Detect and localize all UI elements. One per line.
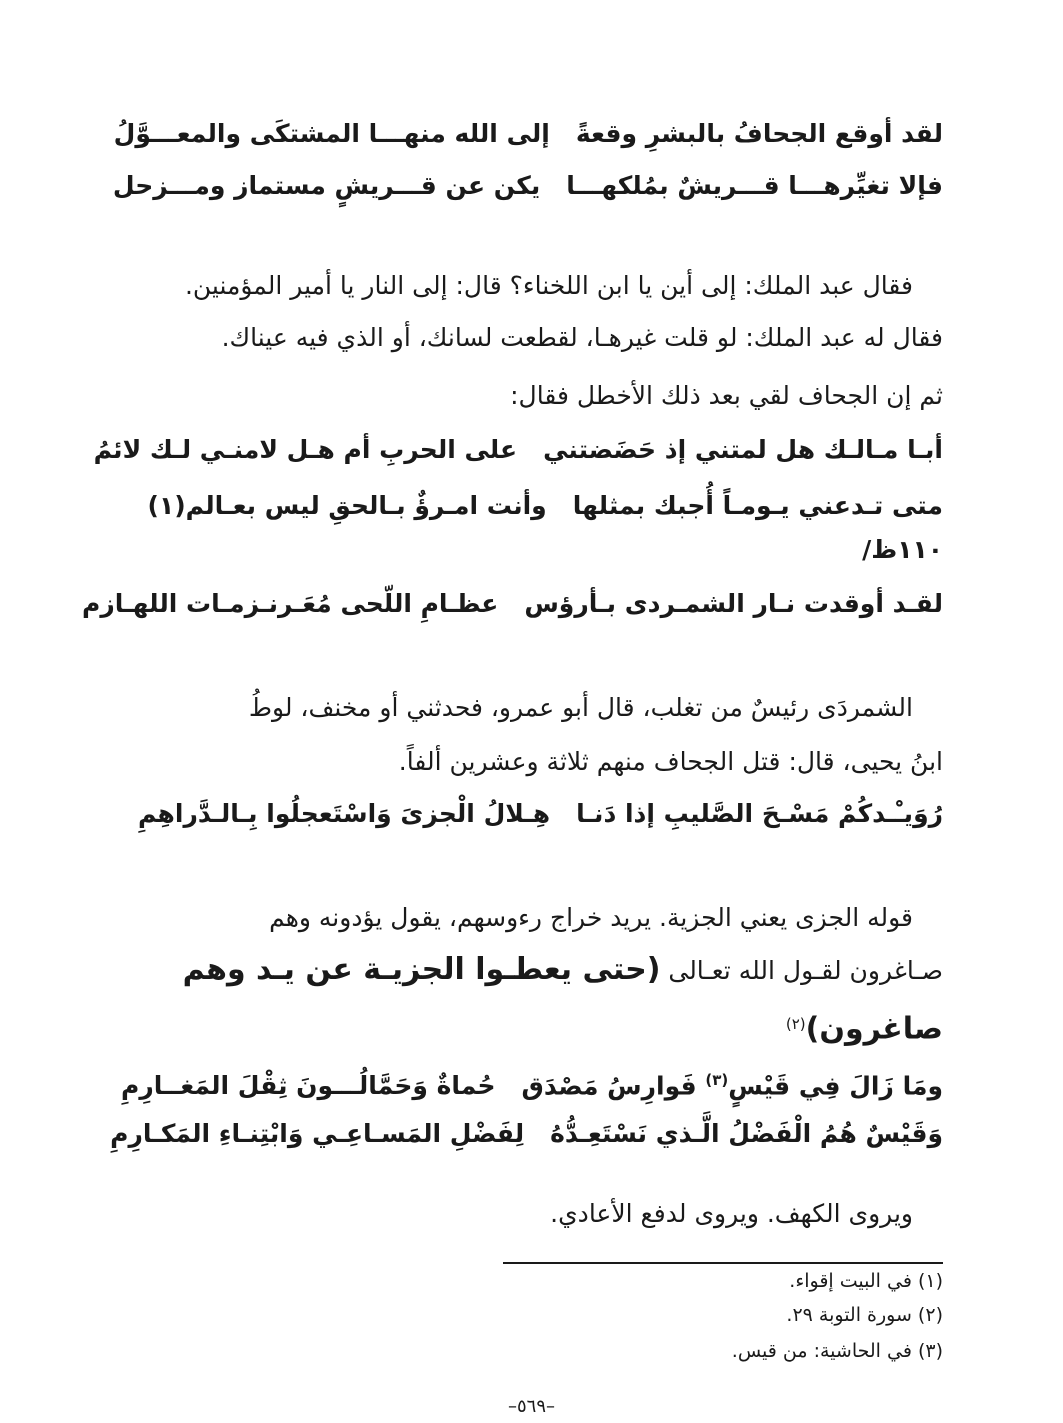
verse-first-hemistich: [522, 1060, 943, 1106]
prose-text: صـاغرون لقـول الله تعـالى: [660, 956, 943, 985]
verse-first-hemistich: لقـد أوقدت نـار الشمـردى بـأرؤس: [524, 589, 943, 618]
verse-line: [113, 114, 943, 154]
verse-line: [123, 486, 943, 526]
verse-first-hemistich: رُوَيـْـدكُمْ مَسْـحَ الصَّليبِ إذا دَنـا: [576, 799, 943, 828]
folio-mark: ١١٠ظ/: [862, 535, 943, 564]
verse-line: [123, 794, 943, 834]
verse-second-hemistich: إلى الله منهـــا المشتكَى والمعـــوَّلُ: [113, 119, 550, 148]
verse-line: [82, 584, 943, 624]
prose-line: [123, 950, 943, 991]
verse-line: [93, 430, 943, 470]
footnote: (١) في البيت إقواء.: [789, 1270, 943, 1292]
prose-line: ابنُ يحيى، قال: قتل الجحاف منهم ثلاثة وعشرين ألفاً.: [398, 747, 943, 776]
quran-quote: صاغرون): [805, 1011, 943, 1047]
footnote-reference: (٢): [785, 1015, 806, 1033]
verse-second-hemistich: يكن عن قـــريشٍ مستماز ومـــزحل: [112, 171, 541, 200]
page-number: –٥٦٩–: [507, 1396, 555, 1417]
verse-line: [112, 166, 943, 206]
verse-second-hemistich: على الحربِ أم هـل لامنـي لـك لائمُ: [93, 435, 518, 464]
verse-line: [123, 1060, 943, 1106]
prose-line: ويروى الكهف. ويروى لدفع الأعادي.: [550, 1199, 913, 1228]
prose-line: ثم إن الجحاف لقي بعد ذلك الأخطل فقال:: [510, 381, 943, 410]
verse-first-hemistich: متى تـدعني يـومـاً أُجبك بمثلها: [572, 491, 943, 520]
quran-quote: (حتى يعطـوا الجزيـة عن يـد وهم: [182, 952, 661, 987]
verse-text: فَوارِسُ مَصْدَق: [521, 1071, 706, 1101]
verse-second-hemistich: عظـامِ اللّحى مُعَـرنـزمـات اللهـازم: [82, 589, 499, 618]
footnote-divider: [503, 1262, 943, 1264]
verse-first-hemistich: لقد أوقع الجحافُ بالبشرِ وقعةً: [575, 119, 943, 148]
prose-line: فقال عبد الملك: إلى أين يا ابن اللخناء؟ قال: إلى النار يا أمير المؤمنين.: [184, 271, 913, 300]
verse-first-hemistich: فإلا تغيِّرهـــا قـــريشٌ بمُلكهـــا: [566, 171, 943, 200]
footnote: (٢) سورة التوبة ٢٩.: [786, 1304, 943, 1326]
prose-line: [123, 1004, 943, 1050]
verse-first-hemistich: وَقَيْسٌ هُمُ الْفَضْلُ الَّـذي نَسْتَعِـدُّهُ: [550, 1119, 943, 1148]
verse-line: [110, 1114, 943, 1154]
verse-first-hemistich: أبـا مـالـك هل لمتني إذ حَضَضتني: [543, 435, 943, 464]
prose-line: فقال له عبد الملك: لو قلت غيرهـا، لقطعت لسانك، أو الذي فيه عيناك.: [221, 323, 943, 352]
verse-second-hemistich: حُماةٌ وَحَمَّالُـــونَ ثِقْلَ المَغــارِمِ: [121, 1071, 496, 1101]
prose-line: قوله الجزى يعني الجزية. يريد خراج رءوسهم، يقول يؤدونه وهم: [269, 903, 913, 932]
verse-text: ومَا زَالَ فِي قَيْسٍ: [728, 1071, 943, 1101]
prose-line: الشمردَى رئيسٌ من تغلب، قال أبو عمرو، فحدثني أو مخنف، لوطُ: [248, 693, 913, 722]
footnote-reference: (٣): [705, 1071, 729, 1089]
verse-second-hemistich: هِـلالُ الْجزىَ وَاسْتَعجلُوا بِـالـدَّراهِمِ: [137, 799, 551, 828]
footnote: (٣) في الحاشية: من قيس.: [731, 1340, 943, 1362]
verse-second-hemistich: وأنت امـرؤٌ بـالحقِ ليس بعـالم(١): [147, 491, 547, 520]
verse-second-hemistich: لِفَضْلِ المَسـاعِـي وَابْتِنـاءِ المَكـارِمِ: [110, 1119, 525, 1148]
